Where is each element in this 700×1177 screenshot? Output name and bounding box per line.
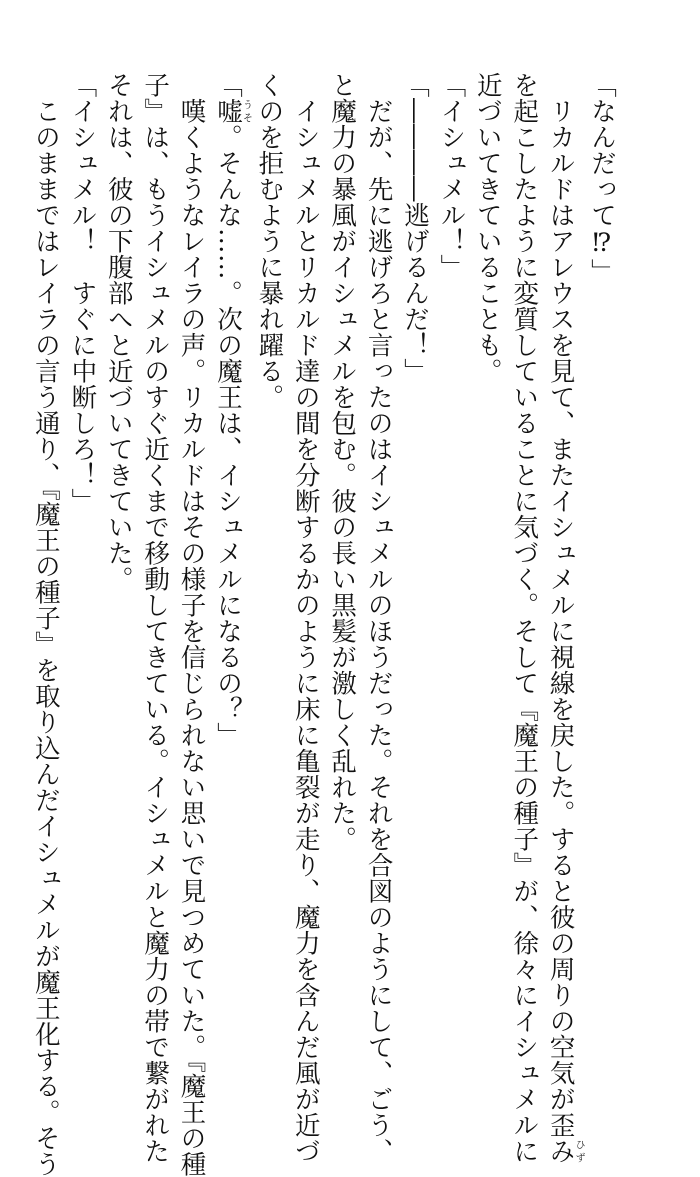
ruby-uso-base: 嘘 — [212, 98, 243, 124]
text-line-1: 「なんだって⁉」 — [587, 72, 617, 285]
ruby-hizumi-reading: ひず — [573, 1138, 585, 1164]
text-line-11-rest: 。そんな……。次の魔王は、イシュメルになるの？」 — [212, 124, 243, 748]
text-line-12: 嘆くようなレイラの声。リカルドはその様子を信じられない思いで見つめていた。『魔王の種 — [176, 72, 207, 1177]
text-line-3: を起こしたように変質していることに気づく。そして『魔王の種子』が、徐々にイシュメルに — [509, 72, 540, 1164]
vertical-text-block — [28, 72, 621, 1177]
text-line-6: 「――――逃げるんだ！」 — [399, 72, 430, 384]
text-line-11-open: 「 — [212, 72, 243, 98]
text-line-11 — [210, 72, 251, 952]
text-line-8: と魔力の暴風がイシュメルを包む。彼の長い黒髪が激しく乱れた。 — [327, 72, 358, 852]
text-line-2 — [542, 72, 585, 1164]
ruby-hizumi — [545, 1138, 585, 1164]
ruby-uso-reading: うそ — [240, 98, 252, 124]
text-line-13: 子』は、もうイシュメルのすぐ近くまで移動してきている。イシュメルと魔力の帯で繋がれた — [140, 72, 171, 1164]
text-line-2-body: リカルドはアレウスを見て、またイシュメルに視線を戻した。すると彼の周りの空気が歪 — [545, 72, 576, 1138]
text-line-14: それは、彼の下腹部へと近づいてきていた。 — [103, 72, 134, 592]
text-line-4: 近づいてきていることも。 — [472, 72, 503, 384]
text-line-7: だが、先に逃げろと言ったのはイシュメルのほうだった。それを合図のようにして、ごう、 — [363, 72, 394, 1164]
text-line-16: このままではレイラの言う通り、『魔王の種子』を取り込んだイシュメルが魔王化する。そう — [30, 72, 61, 1177]
text-line-5: 「イシュメル！」 — [436, 72, 467, 280]
ruby-uso — [212, 98, 252, 124]
text-line-9: イシュメルとリカルド達の間を分断するかのように床に亀裂が走り、魔力を含んだ風が近づ — [290, 72, 321, 1164]
ruby-hizumi-base: み — [545, 1138, 576, 1164]
text-line-15: 「イシュメル！ すぐに中断しろ！」 — [67, 72, 98, 514]
text-line-10: くのを拒むように暴れ躍る。 — [254, 72, 285, 410]
